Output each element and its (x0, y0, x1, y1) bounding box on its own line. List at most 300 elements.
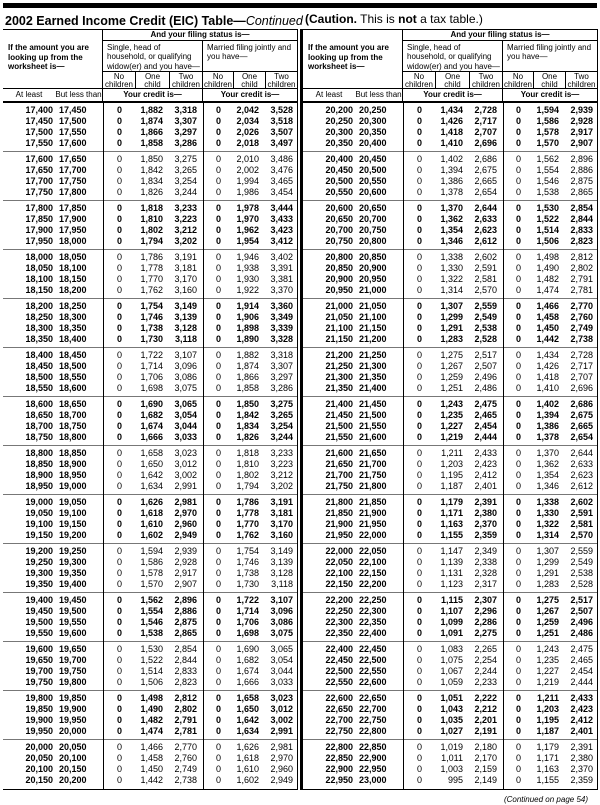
table-cell: 2,738 (174, 775, 197, 785)
table-cell: 2,549 (570, 557, 593, 567)
table-cell: 1,307 (536, 546, 559, 556)
table-cell: 21,100 (359, 312, 387, 322)
table-cell: 21,150 (325, 334, 353, 344)
table-cell: 1,442 (140, 775, 163, 785)
table-cell: 1,083 (440, 644, 463, 654)
filing-status-header: And your filing status is— (103, 30, 297, 41)
table-cell: 3,328 (270, 334, 293, 344)
table-cell: 0 (416, 236, 422, 246)
table-cell: 0 (116, 595, 122, 605)
table-cell: 0 (116, 138, 122, 148)
table-cell: 3,423 (270, 225, 293, 235)
table-row (303, 421, 597, 432)
table-row (303, 606, 597, 617)
table-cell: 1,338 (440, 252, 463, 262)
table-cell: 1,530 (140, 644, 163, 654)
table-cell: 0 (215, 481, 221, 491)
table-cell: 22,900 (359, 753, 387, 763)
table-cell: 0 (116, 225, 122, 235)
table-row (3, 165, 297, 176)
table-cell: 0 (416, 372, 422, 382)
table-cell: 21,350 (359, 372, 387, 382)
table-row (303, 655, 597, 666)
table-cell: 1,235 (536, 655, 559, 665)
table-cell: 2,338 (474, 557, 497, 567)
table-cell: 1,738 (236, 568, 259, 578)
table-cell: 19,800 (59, 677, 87, 687)
table-cell: 2,928 (570, 116, 593, 126)
table-cell: 2,423 (570, 704, 593, 714)
table-cell: 0 (116, 383, 122, 393)
table-cell: 18,850 (25, 459, 53, 469)
table-cell: 22,600 (325, 693, 353, 703)
table-cell: 1,370 (536, 448, 559, 458)
table-cell: 1,346 (440, 236, 463, 246)
row-group (3, 152, 297, 201)
table-cell: 3,412 (270, 236, 293, 246)
table-cell: 19,600 (59, 628, 87, 638)
table-cell: 18,400 (25, 350, 53, 360)
table-cell: 18,050 (25, 263, 53, 273)
table-cell: 1,307 (440, 301, 463, 311)
table-cell: 0 (416, 742, 422, 752)
table-cell: 2,770 (174, 742, 197, 752)
table-row (3, 263, 297, 274)
col-header-one-child: One child (136, 71, 170, 88)
table-cell: 0 (215, 497, 221, 507)
table-row (303, 252, 597, 263)
row-group (3, 544, 297, 593)
table-cell: 0 (515, 579, 521, 589)
table-row (3, 530, 297, 541)
table-row (3, 372, 297, 383)
table-cell: 0 (116, 677, 122, 687)
eic-table-left (3, 29, 298, 790)
table-row (303, 127, 597, 138)
table-cell: 1,211 (536, 693, 559, 703)
row-group (303, 642, 597, 691)
table-cell: 20,400 (325, 154, 353, 164)
table-row (3, 677, 297, 688)
caution-text-end: a tax table.) (416, 12, 483, 26)
table-row (303, 459, 597, 470)
table-cell: 0 (116, 775, 122, 785)
table-cell: 0 (515, 432, 521, 442)
table-cell: 0 (116, 116, 122, 126)
table-cell: 0 (416, 285, 422, 295)
table-cell: 3,202 (174, 236, 197, 246)
row-group (3, 201, 297, 250)
table-cell: 20,750 (359, 225, 387, 235)
table-cell: 3,139 (174, 312, 197, 322)
table-row (303, 214, 597, 225)
table-cell: 0 (515, 323, 521, 333)
table-cell: 0 (215, 655, 221, 665)
table-cell: 0 (515, 742, 521, 752)
table-row (3, 399, 297, 410)
table-cell: 1,938 (236, 263, 259, 273)
table-cell: 3,244 (270, 432, 293, 442)
table-cell: 1,690 (236, 644, 259, 654)
table-cell: 2,833 (570, 225, 593, 235)
table-cell: 1,267 (536, 606, 559, 616)
table-cell: 21,250 (359, 350, 387, 360)
table-row (3, 448, 297, 459)
table-cell: 21,200 (359, 334, 387, 344)
table-cell: 2,981 (270, 742, 293, 752)
table-cell: 1,163 (536, 764, 559, 774)
table-cell: 1,147 (440, 546, 463, 556)
table-cell: 18,850 (59, 448, 87, 458)
table-row (303, 410, 597, 421)
table-row (303, 568, 597, 579)
row-group (303, 593, 597, 642)
table-row (303, 225, 597, 236)
table-row (3, 508, 297, 519)
table-cell: 1,762 (236, 530, 259, 540)
table-cell: 3,223 (174, 214, 197, 224)
table-cell: 0 (416, 726, 422, 736)
table-cell: 2,696 (570, 383, 593, 393)
table-cell: 2,665 (570, 421, 593, 431)
table-cell: 1,275 (440, 350, 463, 360)
table-cell: 0 (116, 519, 122, 529)
table-cell: 20,350 (325, 138, 353, 148)
filing-status-header: And your filing status is— (403, 30, 597, 41)
table-cell: 2,370 (570, 764, 593, 774)
table-cell: 22,850 (325, 753, 353, 763)
table-cell: 1,698 (140, 383, 163, 393)
table-cell: 21,950 (359, 519, 387, 529)
table-row (3, 704, 297, 715)
table-cell: 21,950 (325, 530, 353, 540)
table-cell: 2,875 (570, 176, 593, 186)
table-cell: 0 (416, 154, 422, 164)
table-cell: 0 (515, 617, 521, 627)
table-cell: 2,486 (474, 383, 497, 393)
col-header-two-children: Two children (470, 71, 503, 88)
table-cell: 17,950 (25, 236, 53, 246)
table-row (3, 568, 297, 579)
table-cell: 0 (416, 448, 422, 458)
table-cell: 0 (116, 312, 122, 322)
table-cell: 1,866 (236, 372, 259, 382)
table-cell: 0 (416, 138, 422, 148)
table-row (3, 644, 297, 655)
table-cell: 1,179 (440, 497, 463, 507)
table-cell: 1,530 (536, 203, 559, 213)
table-row (3, 285, 297, 296)
table-cell: 18,800 (25, 448, 53, 458)
table-cell: 22,800 (359, 726, 387, 736)
table-row (303, 519, 597, 530)
table-cell: 1,035 (440, 715, 463, 725)
table-cell: 2,412 (474, 470, 497, 480)
table-cell: 0 (215, 628, 221, 638)
table-cell: 0 (116, 301, 122, 311)
table-cell: 1,434 (536, 350, 559, 360)
table-cell: 3,044 (270, 666, 293, 676)
table-cell: 0 (416, 399, 422, 409)
table-cell: 21,850 (325, 508, 353, 518)
table-cell: 1,722 (236, 595, 259, 605)
table-header (3, 29, 297, 103)
table-cell: 1,722 (140, 350, 163, 360)
table-cell: 1,874 (236, 361, 259, 371)
table-cell: 22,650 (359, 693, 387, 703)
table-cell: 2,517 (474, 350, 497, 360)
table-cell: 20,000 (25, 742, 53, 752)
table-cell: 2,233 (474, 677, 497, 687)
table-row (3, 334, 297, 345)
table-row (3, 753, 297, 764)
table-cell: 1,658 (140, 448, 163, 458)
table-cell: 1,690 (140, 399, 163, 409)
table-cell: 1,474 (536, 285, 559, 295)
table-cell: 2,728 (474, 105, 497, 115)
table-cell: 2,528 (570, 579, 593, 589)
table-cell: 1,410 (440, 138, 463, 148)
table-cell: 1,003 (440, 764, 463, 774)
table-cell: 1,067 (440, 666, 463, 676)
table-cell: 3,191 (174, 252, 197, 262)
table-cell: 0 (416, 481, 422, 491)
amount-lookup-header: If the amount you are looking up from the worksheet is— (3, 30, 103, 88)
table-row (303, 470, 597, 481)
col-header-one-child: One child (534, 71, 566, 88)
table-cell: 0 (116, 497, 122, 507)
table-cell: 0 (515, 187, 521, 197)
table-cell: 1,338 (536, 497, 559, 507)
table-cell: 18,600 (59, 383, 87, 393)
table-cell: 18,250 (59, 301, 87, 311)
table-cell: 17,950 (59, 225, 87, 235)
table-cell: 1,842 (140, 165, 163, 175)
table-cell: 0 (215, 383, 221, 393)
table-cell: 2,791 (570, 274, 593, 284)
table-cell: 19,350 (25, 579, 53, 589)
but-less-than-label: But less than (55, 90, 102, 99)
table-cell: 21,750 (325, 481, 353, 491)
table-cell: 0 (515, 399, 521, 409)
table-cell: 21,300 (325, 372, 353, 382)
table-cell: 1,283 (536, 579, 559, 589)
table-cell: 3,086 (270, 617, 293, 627)
table-cell: 3,265 (174, 165, 197, 175)
table-row (303, 715, 597, 726)
table-row (3, 236, 297, 247)
table-cell: 2,034 (236, 116, 259, 126)
table-cell: 0 (416, 334, 422, 344)
table-cell: 2,475 (570, 644, 593, 654)
table-cell: 2,907 (174, 579, 197, 589)
page-title: 2002 Earned Income Credit (EIC) Table— (5, 14, 246, 28)
table-cell: 0 (416, 519, 422, 529)
table-cell: 2,180 (474, 742, 497, 752)
table-cell: 0 (215, 225, 221, 235)
table-cell: 2,465 (474, 410, 497, 420)
table-cell: 1,754 (140, 301, 163, 311)
table-cell: 0 (116, 432, 122, 442)
table-cell: 1,251 (536, 628, 559, 638)
table-cell: 0 (416, 579, 422, 589)
table-cell: 1,418 (536, 372, 559, 382)
table-cell: 0 (416, 617, 422, 627)
table-row (303, 432, 597, 443)
table-cell: 0 (116, 399, 122, 409)
table-cell: 2,581 (474, 274, 497, 284)
table-cell: 2,623 (570, 470, 593, 480)
table-cell: 2,307 (474, 595, 497, 605)
table-cell: 1,666 (236, 677, 259, 687)
table-cell: 19,750 (25, 677, 53, 687)
table-cell: 3,149 (174, 301, 197, 311)
table-cell: 1,490 (536, 263, 559, 273)
table-row (3, 715, 297, 726)
row-group (3, 103, 297, 152)
table-cell: 19,150 (59, 519, 87, 529)
table-cell: 0 (515, 334, 521, 344)
table-cell: 21,500 (359, 410, 387, 420)
table-row (3, 421, 297, 432)
table-cell: 1,370 (440, 203, 463, 213)
table-cell: 0 (215, 459, 221, 469)
table-cell: 0 (215, 252, 221, 262)
table-cell: 2,823 (570, 236, 593, 246)
table-cell: 3,275 (270, 399, 293, 409)
table-cell: 2,654 (570, 432, 593, 442)
table-cell: 3,023 (174, 448, 197, 458)
column-divider (203, 103, 204, 789)
table-cell: 0 (116, 274, 122, 284)
table-cell: 3,128 (270, 568, 293, 578)
table-cell: 0 (515, 753, 521, 763)
table-row (303, 764, 597, 775)
table-cell: 18,200 (59, 285, 87, 295)
table-cell: 1,610 (140, 519, 163, 529)
table-cell: 1,131 (440, 568, 463, 578)
table-row (3, 350, 297, 361)
table-cell: 21,050 (325, 312, 353, 322)
table-cell: 3,297 (270, 372, 293, 382)
table-cell: 18,800 (59, 432, 87, 442)
table-cell: 22,650 (325, 704, 353, 714)
table-cell: 19,150 (25, 530, 53, 540)
table-cell: 17,500 (59, 116, 87, 126)
table-cell: 3,307 (174, 116, 197, 126)
table-cell: 0 (515, 546, 521, 556)
table-cell: 1,746 (236, 557, 259, 567)
table-cell: 19,500 (25, 617, 53, 627)
table-row (3, 203, 297, 214)
table-cell: 2,170 (474, 753, 497, 763)
table-cell: 2,244 (474, 666, 497, 676)
table-cell: 3,118 (271, 579, 293, 589)
table-cell: 3,065 (174, 399, 197, 409)
table-cell: 21,050 (359, 301, 387, 311)
table-cell: 0 (116, 421, 122, 431)
table-cell: 1,267 (440, 361, 463, 371)
table-cell: 0 (515, 481, 521, 491)
table-cell: 0 (515, 252, 521, 262)
table-cell: 22,750 (359, 715, 387, 725)
table-cell: 20,000 (59, 726, 87, 736)
table-cell: 17,750 (25, 187, 53, 197)
table-cell: 21,350 (325, 383, 353, 393)
table-cell: 2,010 (236, 154, 259, 164)
table-row (3, 214, 297, 225)
table-cell: 3,107 (174, 350, 197, 360)
table-cell: 19,650 (25, 655, 53, 665)
table-row (3, 383, 297, 394)
table-cell: 1,418 (440, 127, 463, 137)
table-cell: 1,027 (440, 726, 463, 736)
table-cell: 22,400 (325, 644, 353, 654)
table-cell: 0 (416, 225, 422, 235)
table-cell: 21,850 (359, 497, 387, 507)
table-cell: 0 (116, 154, 122, 164)
table-cell: 1,227 (536, 666, 559, 676)
col-header-no-children: No children (103, 71, 136, 88)
row-group (303, 446, 597, 495)
table-row (3, 301, 297, 312)
table-cell: 1,283 (440, 334, 463, 344)
your-credit-label: Your credit is— (503, 88, 597, 101)
table-cell: 0 (215, 557, 221, 567)
row-group (3, 740, 297, 789)
table-cell: 3,128 (174, 323, 197, 333)
table-cell: 20,600 (359, 187, 387, 197)
table-cell: 995 (447, 775, 463, 785)
table-cell: 1,882 (140, 105, 163, 115)
table-cell: 0 (215, 154, 221, 164)
table-cell: 1,506 (140, 677, 163, 687)
table-cell: 21,500 (325, 421, 353, 431)
table-cell: 1,802 (140, 225, 163, 235)
table-cell: 3,254 (174, 176, 197, 186)
table-cell: 19,850 (25, 704, 53, 714)
table-cell: 2,717 (474, 116, 497, 126)
at-least-label: At least (315, 90, 343, 99)
table-row (3, 628, 297, 639)
table-cell: 22,050 (359, 546, 387, 556)
table-cell: 18,950 (25, 481, 53, 491)
table-cell: 1,954 (236, 236, 259, 246)
table-cell: 1,195 (536, 715, 559, 725)
row-group (303, 544, 597, 593)
table-cell: 0 (515, 726, 521, 736)
table-cell: 1,754 (236, 546, 259, 556)
table-cell: 22,950 (325, 775, 353, 785)
table-cell: 1,322 (440, 274, 463, 284)
table-cell: 17,700 (59, 165, 87, 175)
table-cell: 2,149 (474, 775, 497, 785)
table-cell: 0 (116, 628, 122, 638)
table-cell: 1,594 (536, 105, 559, 115)
table-cell: 1,586 (140, 557, 163, 567)
table-cell: 0 (416, 753, 422, 763)
table-cell: 0 (116, 263, 122, 273)
table-cell: 19,050 (25, 508, 53, 518)
col-header-two-children: Two children (567, 72, 596, 89)
table-cell: 0 (116, 764, 122, 774)
table-cell: 18,750 (59, 421, 87, 431)
row-group (303, 348, 597, 397)
table-cell: 2,401 (570, 726, 593, 736)
table-cell: 20,550 (359, 176, 387, 186)
table-cell: 18,150 (25, 285, 53, 295)
table-cell: 2,749 (174, 764, 197, 774)
